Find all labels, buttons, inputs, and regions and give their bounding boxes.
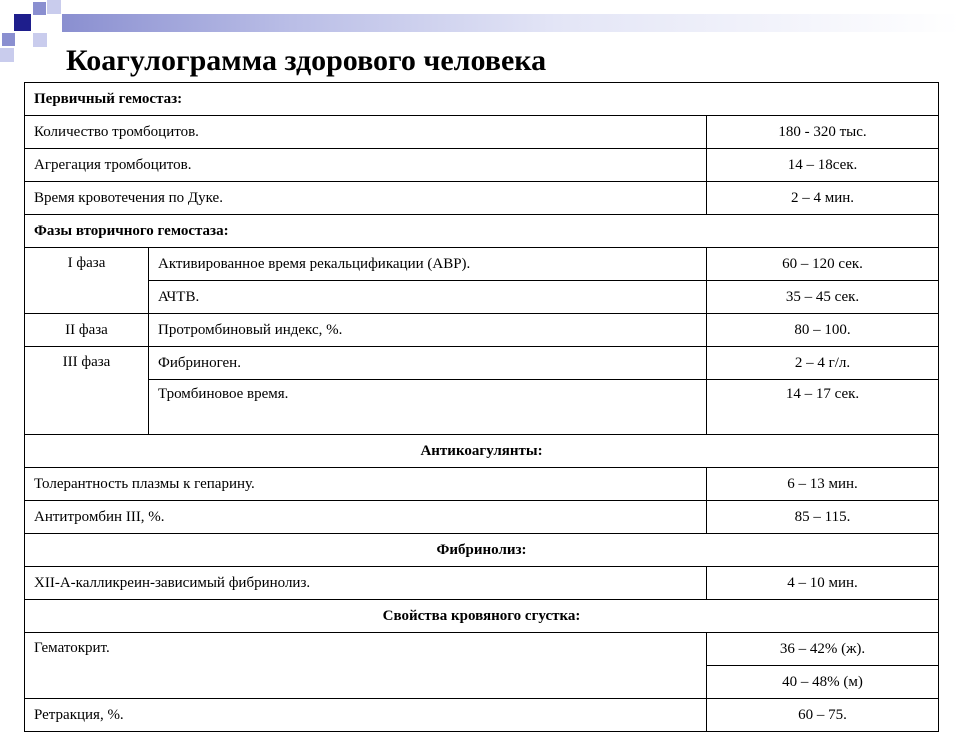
section-row bbox=[25, 83, 939, 116]
row-name: Тромбиновое время. bbox=[149, 380, 707, 435]
row-name: Гематокрит. bbox=[25, 633, 707, 699]
row-value: 6 – 13 мин. bbox=[707, 468, 939, 501]
section-row bbox=[25, 435, 939, 468]
deco-square-light-3 bbox=[0, 48, 14, 62]
table-row bbox=[25, 116, 939, 149]
row-name: АЧТВ. bbox=[149, 281, 707, 314]
section-fibrinolysis: Фибринолиз: bbox=[25, 534, 939, 567]
row-value: 14 – 18сек. bbox=[707, 149, 939, 182]
table-row bbox=[25, 149, 939, 182]
row-value: 2 – 4 мин. bbox=[707, 182, 939, 215]
header-gradient-bar bbox=[62, 14, 960, 32]
section-row bbox=[25, 534, 939, 567]
deco-square-navy bbox=[14, 14, 31, 31]
section-anticoag: Антикоагулянты: bbox=[25, 435, 939, 468]
row-name: Агрегация тромбоцитов. bbox=[25, 149, 707, 182]
page-title: Коагулограмма здорового человека bbox=[66, 44, 547, 77]
row-value: 60 – 75. bbox=[707, 699, 939, 732]
row-value: 36 – 42% (ж). bbox=[707, 633, 939, 666]
row-name: Количество тромбоцитов. bbox=[25, 116, 707, 149]
row-value: 180 - 320 тыс. bbox=[707, 116, 939, 149]
table-row bbox=[25, 182, 939, 215]
phase-label: III фаза bbox=[25, 347, 149, 435]
table-row bbox=[25, 633, 939, 666]
table-row bbox=[25, 567, 939, 600]
table-row bbox=[25, 501, 939, 534]
row-value: 60 – 120 сек. bbox=[707, 248, 939, 281]
row-name: Активированное время рекальцификации (АВР). bbox=[149, 248, 707, 281]
section-row bbox=[25, 215, 939, 248]
row-name: Фибриноген. bbox=[149, 347, 707, 380]
deco-square-periwinkle-2 bbox=[2, 33, 15, 46]
phase-label: I фаза bbox=[25, 248, 149, 314]
table-row bbox=[25, 281, 939, 314]
table-row bbox=[25, 248, 939, 281]
table-row bbox=[25, 699, 939, 732]
row-value: 14 – 17 сек. bbox=[707, 380, 939, 435]
table-row bbox=[25, 347, 939, 380]
section-clot: Свойства кровяного сгустка: bbox=[25, 600, 939, 633]
row-value: 2 – 4 г/л. bbox=[707, 347, 939, 380]
section-secondary: Фазы вторичного гемостаза: bbox=[25, 215, 939, 248]
deco-square-periwinkle bbox=[33, 2, 46, 15]
row-value: 40 – 48% (м) bbox=[707, 666, 939, 699]
row-name: Время кровотечения по Дуке. bbox=[25, 182, 707, 215]
deco-square-light bbox=[47, 0, 61, 14]
phase-label: II фаза bbox=[25, 314, 149, 347]
row-name: XII-А-калликреин-зависимый фибринолиз. bbox=[25, 567, 707, 600]
coagulogram-table bbox=[24, 82, 939, 732]
section-row bbox=[25, 600, 939, 633]
section-primary: Первичный гемостаз: bbox=[25, 83, 939, 116]
table-row bbox=[25, 468, 939, 501]
row-value: 85 – 115. bbox=[707, 501, 939, 534]
row-name: Ретракция, %. bbox=[25, 699, 707, 732]
table-row bbox=[25, 314, 939, 347]
row-value: 4 – 10 мин. bbox=[707, 567, 939, 600]
row-name: Протромбиновый индекс, %. bbox=[149, 314, 707, 347]
row-name: Толерантность плазмы к гепарину. bbox=[25, 468, 707, 501]
row-name: Антитромбин III, %. bbox=[25, 501, 707, 534]
table-row bbox=[25, 380, 939, 435]
row-value: 35 – 45 сек. bbox=[707, 281, 939, 314]
deco-square-light-2 bbox=[33, 33, 47, 47]
row-value: 80 – 100. bbox=[707, 314, 939, 347]
